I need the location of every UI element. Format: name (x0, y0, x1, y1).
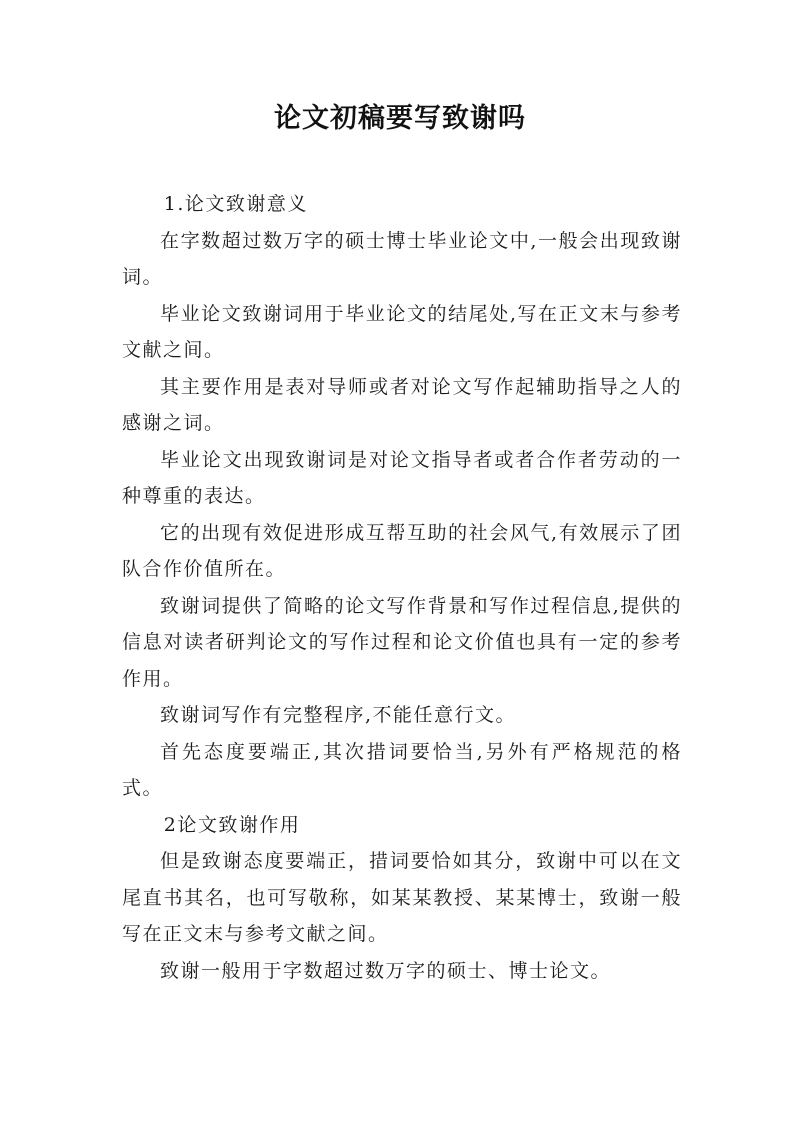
document-body (122, 186, 682, 989)
document-title: 论文初稿要写致谢吗 (274, 103, 526, 134)
paragraph: 首先态度要端正,其次措词要恰当,另外有严格规范的格式。 (122, 740, 682, 799)
paragraph: 毕业论文出现致谢词是对论文指导者或者合作者劳动的一种尊重的表达。 (122, 448, 682, 507)
paragraph: 在字数超过数万字的硕士博士毕业论文中,一般会出现致谢词。 (122, 229, 682, 288)
paragraph: 其主要作用是表对导师或者对论文写作起辅助指导之人的感谢之词。 (122, 375, 682, 434)
paragraph: 致谢词提供了简略的论文写作背景和写作过程信息,提供的信息对读者研判论文的写作过程和论文价值也具有一定的参考作用。 (122, 594, 682, 690)
paragraph: 毕业论文致谢词用于毕业论文的结尾处,写在正文末与参考文献之间。 (122, 302, 682, 361)
paragraph: 致谢一般用于字数超过数万字的硕士、博士论文。 (160, 959, 612, 982)
paragraph: 它的出现有效促进形成互帮互助的社会风气,有效展示了团队合作价值所在。 (122, 521, 682, 580)
section-heading-function: 2论文致谢作用 (163, 813, 301, 836)
paragraph: 致谢词写作有完整程序,不能任意行文。 (160, 704, 517, 726)
section-heading-significance: 1.论文致谢意义 (163, 193, 308, 215)
paragraph: 但是致谢态度要端正，措词要恰如其分，致谢中可以在文尾直书其名，也可写敬称，如某某教授、某某博士，致谢一般写在正文末与参考文献之间。 (122, 850, 682, 945)
